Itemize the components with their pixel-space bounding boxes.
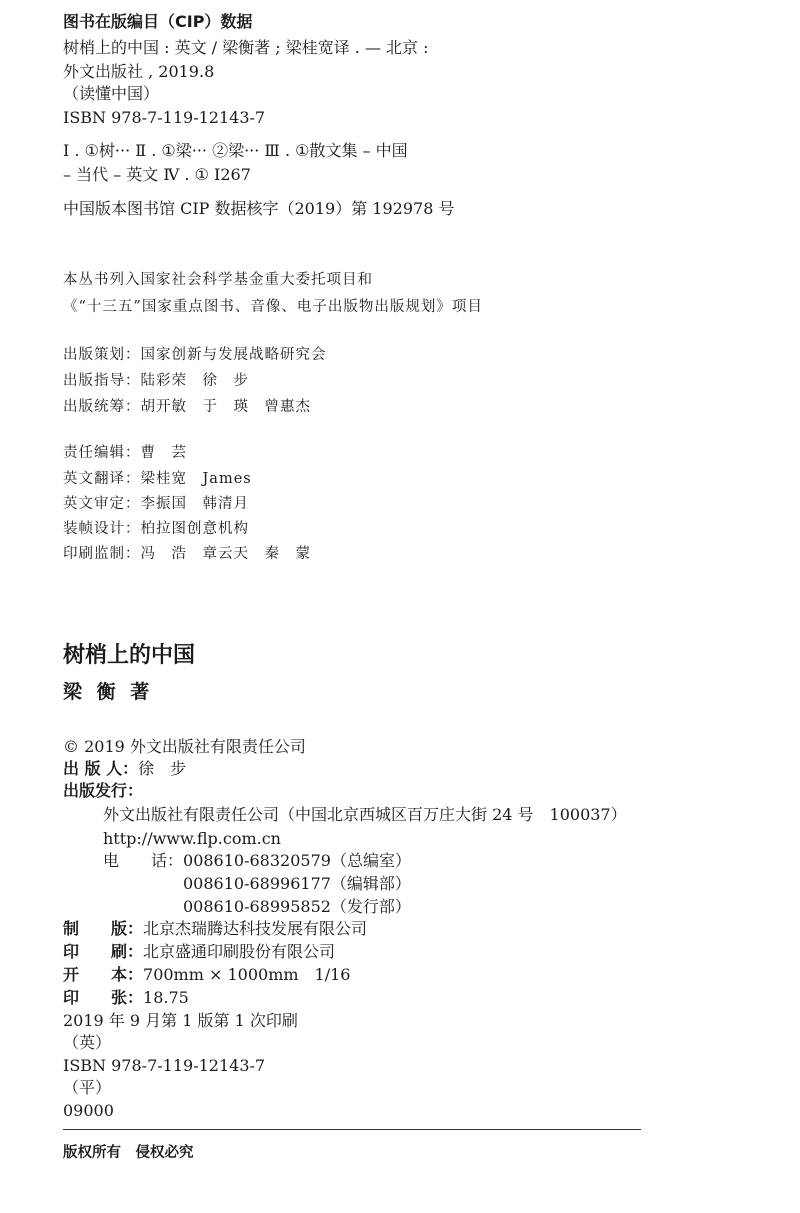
plate-value: 北京杰瑞腾达科技发展有限公司 <box>143 919 368 938</box>
cip-classification-2: – 当代 – 英文 Ⅳ . ① I267 <box>63 165 251 184</box>
language-line: （英） <box>63 1033 112 1052</box>
phone-number: 008610-68996177（编辑部） <box>183 874 411 893</box>
sheets-value: 18.75 <box>143 988 189 1007</box>
credit-row <box>63 544 311 564</box>
credit-row <box>63 519 249 539</box>
format-label: 开 本： <box>63 965 144 984</box>
price-code-line: 09000 <box>63 1101 114 1120</box>
sheets-row <box>63 988 189 1008</box>
print-row <box>63 942 335 962</box>
planning-row <box>63 397 311 417</box>
publisher-value: 徐 步 <box>138 759 187 778</box>
credit-label: 责任编辑： <box>63 445 141 461</box>
credit-value: 梁桂宽 James <box>140 471 252 487</box>
project-line-1: 本丛书列入国家社会科学基金重大委托项目和 <box>63 272 373 288</box>
cip-classification-1: Ⅰ . ①树··· Ⅱ . ①梁··· ②梁··· Ⅲ . ①散文集 – 中国 <box>63 141 408 160</box>
planning-value: 胡开敏 于 瑛 曾惠杰 <box>140 399 311 415</box>
copyright-line: © 2019 外文出版社有限责任公司 <box>63 737 306 756</box>
phone-row <box>103 851 411 871</box>
credit-row <box>63 443 187 463</box>
planning-label: 出版指导： <box>63 373 141 389</box>
phone-label: 电 话： <box>103 851 184 870</box>
planning-value: 陆彩荣 徐 步 <box>140 373 249 389</box>
binding-line: （平） <box>63 1078 112 1097</box>
cip-line-1: 树梢上的中国 : 英文 / 梁衡著 ; 梁桂宽译 . — 北京 : <box>63 38 429 57</box>
format-row <box>63 965 350 985</box>
book-title: 树梢上的中国 <box>63 643 196 668</box>
planning-row <box>63 345 327 365</box>
sheets-label: 印 张： <box>63 988 144 1007</box>
credit-value: 李振国 韩清月 <box>140 496 249 512</box>
planning-label: 出版策划： <box>63 347 141 363</box>
credit-label: 装帧设计： <box>63 521 141 537</box>
phone-number: 008610-68995852（发行部） <box>183 897 411 916</box>
credit-label: 英文审定： <box>63 496 141 512</box>
credit-value: 柏拉图创意机构 <box>140 521 249 537</box>
format-value: 700mm × 1000mm 1/16 <box>143 965 351 984</box>
credit-value: 冯 浩 章云天 秦 蒙 <box>140 546 311 562</box>
cip-heading: 图书在版编目（CIP）数据 <box>63 12 253 31</box>
plate-label: 制 版： <box>63 919 144 938</box>
credit-label: 英文翻译： <box>63 471 141 487</box>
phone-number: 008610-68320579（总编室） <box>183 851 411 870</box>
plate-row <box>63 919 367 939</box>
credit-row <box>63 469 252 489</box>
print-value: 北京盛通印刷股份有限公司 <box>143 942 336 961</box>
cip-line-2: 外文出版社 , 2019.8 <box>63 62 215 81</box>
cip-isbn: ISBN 978-7-119-12143-7 <box>63 108 266 127</box>
planning-label: 出版统筹： <box>63 399 141 415</box>
distribution-value: 外文出版社有限责任公司（中国北京西城区百万庄大街 24 号 100037） <box>103 805 627 824</box>
distribution-label: 出版发行： <box>63 781 144 800</box>
credit-row <box>63 494 249 514</box>
cip-line-3: （读懂中国） <box>63 84 160 103</box>
planning-value: 国家创新与发展战略研究会 <box>140 347 327 363</box>
rights-notice: 版权所有 侵权必究 <box>63 1145 194 1161</box>
planning-row <box>63 371 249 391</box>
print-label: 印 刷： <box>63 942 144 961</box>
isbn-line: ISBN 978-7-119-12143-7 <box>63 1056 266 1075</box>
cip-record: 中国版本图书馆 CIP 数据核字（2019）第 192978 号 <box>63 199 455 218</box>
edition-line: 2019 年 9 月第 1 版第 1 次印刷 <box>63 1011 298 1030</box>
credit-label: 印刷监制： <box>63 546 141 562</box>
website: http://www.flp.com.cn <box>103 829 281 848</box>
credit-value: 曹 芸 <box>140 445 187 461</box>
project-line-2: 《“十三五”国家重点图书、音像、电子出版物出版规划》项目 <box>63 299 483 315</box>
publisher-label: 出 版 人： <box>63 759 139 778</box>
publisher-row <box>63 759 186 779</box>
book-author: 梁 衡 著 <box>63 681 154 703</box>
divider-rule <box>63 1129 641 1130</box>
